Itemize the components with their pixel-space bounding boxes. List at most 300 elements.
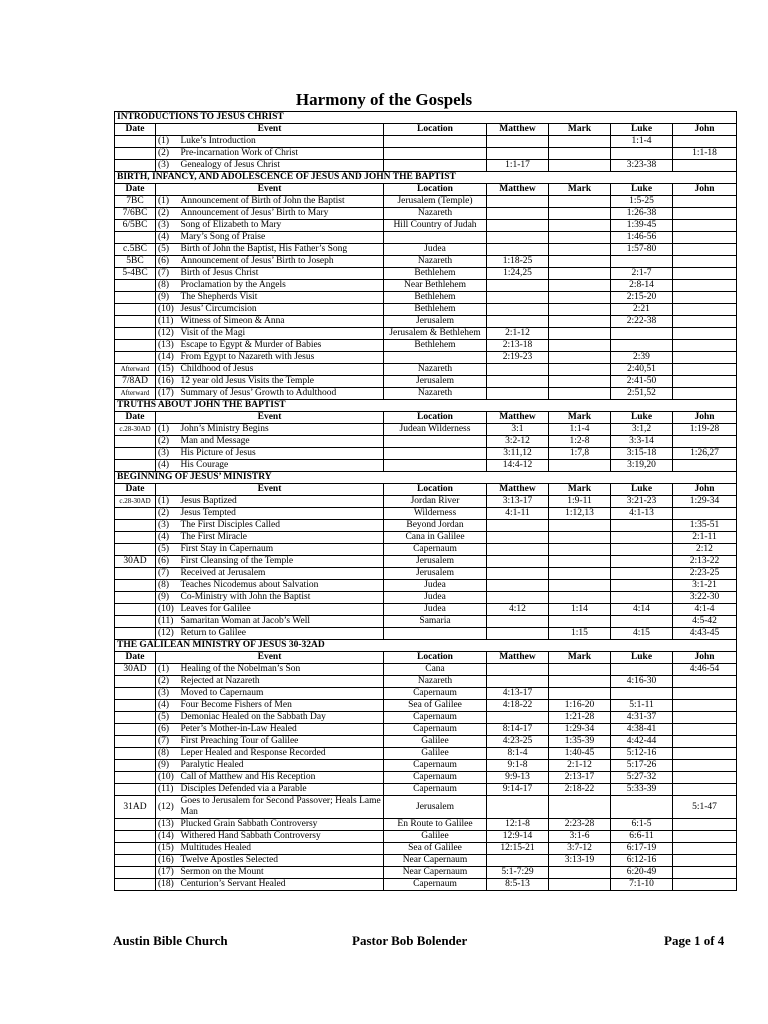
cell-number: (5) <box>156 712 178 724</box>
cell-mark <box>549 232 611 244</box>
cell-matthew: 4:1-11 <box>487 508 549 520</box>
cell-number: (3) <box>156 220 178 232</box>
header-matthew: Matthew <box>487 484 549 496</box>
footer-pastor: Pastor Bob Bolender <box>352 933 468 948</box>
cell-event: Leper Healed and Response Recorded <box>178 748 384 760</box>
cell-john <box>673 831 737 843</box>
cell-location: Jerusalem & Bethlehem <box>384 328 487 340</box>
cell-john <box>673 760 737 772</box>
cell-event: Disciples Defended via a Parable <box>178 784 384 796</box>
cell-date: 7/6BC <box>115 208 156 220</box>
table-row <box>115 843 737 855</box>
column-header-row <box>115 484 737 496</box>
cell-location <box>384 460 487 472</box>
cell-mark: 1:40-45 <box>549 748 611 760</box>
cell-date: 31AD <box>115 796 156 819</box>
footer-church: Austin Bible Church <box>113 933 228 948</box>
section-title: TRUTHS ABOUT JOHN THE BAPTIST <box>115 400 737 412</box>
cell-matthew <box>487 676 549 688</box>
cell-event: Moved to Capernaum <box>178 688 384 700</box>
cell-mark: 1:1-4 <box>549 424 611 436</box>
cell-matthew: 5:1-7:29 <box>487 867 549 879</box>
cell-matthew <box>487 796 549 819</box>
cell-date <box>115 292 156 304</box>
cell-number: (10) <box>156 604 178 616</box>
cell-matthew: 12:15-21 <box>487 843 549 855</box>
cell-location: Capernaum <box>384 712 487 724</box>
cell-date <box>115 604 156 616</box>
cell-number: (10) <box>156 304 178 316</box>
cell-matthew <box>487 280 549 292</box>
cell-luke: 6:12-16 <box>611 855 673 867</box>
cell-location: Judea <box>384 592 487 604</box>
cell-luke: 3:21-23 <box>611 496 673 508</box>
cell-location <box>384 160 487 172</box>
cell-mark <box>549 688 611 700</box>
table-row <box>115 424 737 436</box>
cell-john <box>673 388 737 400</box>
table-row <box>115 556 737 568</box>
cell-mark: 1:9-11 <box>549 496 611 508</box>
cell-luke: 2:40,51 <box>611 364 673 376</box>
cell-location: Capernaum <box>384 760 487 772</box>
cell-mark: 3:7-12 <box>549 843 611 855</box>
cell-luke <box>611 592 673 604</box>
cell-date <box>115 736 156 748</box>
cell-number: (2) <box>156 676 178 688</box>
cell-date <box>115 724 156 736</box>
table-row <box>115 208 737 220</box>
cell-event: Return to Galilee <box>178 628 384 640</box>
cell-date: 7BC <box>115 196 156 208</box>
cell-mark <box>549 879 611 891</box>
table-row <box>115 712 737 724</box>
cell-event: Centurion’s Servant Healed <box>178 879 384 891</box>
header-john: John <box>673 484 737 496</box>
cell-mark <box>549 292 611 304</box>
cell-date <box>115 628 156 640</box>
header-event: Event <box>156 124 384 136</box>
header-location: Location <box>384 124 487 136</box>
cell-number: (7) <box>156 568 178 580</box>
cell-event: Leaves for Galilee <box>178 604 384 616</box>
cell-luke: 4:15 <box>611 628 673 640</box>
cell-john <box>673 280 737 292</box>
table-row <box>115 724 737 736</box>
cell-matthew <box>487 616 549 628</box>
cell-john: 3:22-30 <box>673 592 737 604</box>
cell-event: Withered Hand Sabbath Controversy <box>178 831 384 843</box>
cell-number: (2) <box>156 148 178 160</box>
cell-event: Jesus’ Circumcision <box>178 304 384 316</box>
cell-number: (2) <box>156 436 178 448</box>
table-row <box>115 796 737 819</box>
cell-event: Visit of the Magi <box>178 328 384 340</box>
cell-john: 4:5-42 <box>673 616 737 628</box>
cell-location: Jerusalem <box>384 568 487 580</box>
cell-matthew: 4:13-17 <box>487 688 549 700</box>
cell-number: (1) <box>156 196 178 208</box>
cell-john <box>673 784 737 796</box>
cell-event: His Courage <box>178 460 384 472</box>
table-row <box>115 148 737 160</box>
table-row <box>115 688 737 700</box>
cell-number: (10) <box>156 772 178 784</box>
header-event: Event <box>156 484 384 496</box>
cell-luke <box>611 796 673 819</box>
cell-john: 1:1-18 <box>673 148 737 160</box>
cell-date <box>115 700 156 712</box>
cell-mark <box>549 316 611 328</box>
cell-matthew: 14:4-12 <box>487 460 549 472</box>
cell-luke <box>611 544 673 556</box>
table-row <box>115 496 737 508</box>
table-row <box>115 855 737 867</box>
cell-date: 6/5BC <box>115 220 156 232</box>
cell-matthew: 12:9-14 <box>487 831 549 843</box>
cell-matthew: 3:13-17 <box>487 496 549 508</box>
cell-matthew <box>487 556 549 568</box>
cell-john <box>673 736 737 748</box>
cell-event: His Picture of Jesus <box>178 448 384 460</box>
cell-john <box>673 376 737 388</box>
cell-matthew <box>487 364 549 376</box>
cell-event: Luke’s Introduction <box>178 136 384 148</box>
cell-location <box>384 136 487 148</box>
cell-number: (17) <box>156 867 178 879</box>
cell-matthew <box>487 376 549 388</box>
cell-luke: 4:31-37 <box>611 712 673 724</box>
harmony-table <box>114 111 737 891</box>
cell-location: Galilee <box>384 748 487 760</box>
cell-date <box>115 592 156 604</box>
cell-mark: 2:23-28 <box>549 819 611 831</box>
cell-date: c.5BC <box>115 244 156 256</box>
cell-location: Wilderness <box>384 508 487 520</box>
cell-event: Summary of Jesus’ Growth to Adulthood <box>178 388 384 400</box>
cell-number: (5) <box>156 244 178 256</box>
table-row <box>115 760 737 772</box>
column-header-row <box>115 652 737 664</box>
table-row <box>115 448 737 460</box>
cell-matthew <box>487 628 549 640</box>
cell-number: (4) <box>156 232 178 244</box>
cell-location: Jerusalem (Temple) <box>384 196 487 208</box>
header-mark: Mark <box>549 124 611 136</box>
cell-john: 1:19-28 <box>673 424 737 436</box>
cell-john: 2:23-25 <box>673 568 737 580</box>
cell-mark <box>549 592 611 604</box>
cell-event: Genealogy of Jesus Christ <box>178 160 384 172</box>
cell-luke <box>611 148 673 160</box>
cell-number: (14) <box>156 831 178 843</box>
cell-luke: 3:23-38 <box>611 160 673 172</box>
cell-event: Multitudes Healed <box>178 843 384 855</box>
cell-number: (9) <box>156 760 178 772</box>
column-header-row <box>115 184 737 196</box>
cell-john: 2:1-11 <box>673 532 737 544</box>
cell-date: c.28-30AD <box>115 424 156 436</box>
cell-matthew <box>487 520 549 532</box>
table-row <box>115 292 737 304</box>
cell-john <box>673 292 737 304</box>
table-row <box>115 256 737 268</box>
cell-matthew: 1:1-17 <box>487 160 549 172</box>
header-luke: Luke <box>611 124 673 136</box>
cell-number: (14) <box>156 352 178 364</box>
table-row <box>115 508 737 520</box>
cell-luke: 3:15-18 <box>611 448 673 460</box>
cell-event: Witness of Simeon & Anna <box>178 316 384 328</box>
cell-matthew: 4:23-25 <box>487 736 549 748</box>
cell-mark <box>549 544 611 556</box>
cell-matthew: 8:14-17 <box>487 724 549 736</box>
cell-date <box>115 160 156 172</box>
cell-john: 1:26,27 <box>673 448 737 460</box>
cell-location: Judea <box>384 244 487 256</box>
cell-number: (3) <box>156 688 178 700</box>
cell-number: (2) <box>156 508 178 520</box>
cell-matthew: 8:1-4 <box>487 748 549 760</box>
cell-location: Capernaum <box>384 724 487 736</box>
cell-location: Cana <box>384 664 487 676</box>
cell-matthew <box>487 592 549 604</box>
cell-john <box>673 364 737 376</box>
cell-location: Nazareth <box>384 256 487 268</box>
cell-john <box>673 676 737 688</box>
cell-john: 4:43-45 <box>673 628 737 640</box>
table-row <box>115 160 737 172</box>
cell-number: (9) <box>156 592 178 604</box>
header-matthew: Matthew <box>487 184 549 196</box>
table-row <box>115 352 737 364</box>
cell-john <box>673 316 737 328</box>
cell-luke: 2:21 <box>611 304 673 316</box>
cell-location: Bethlehem <box>384 268 487 280</box>
cell-date <box>115 232 156 244</box>
cell-mark: 1:12,13 <box>549 508 611 520</box>
cell-number: (13) <box>156 819 178 831</box>
cell-number: (16) <box>156 855 178 867</box>
table-row <box>115 580 737 592</box>
cell-mark: 2:13-17 <box>549 772 611 784</box>
cell-event: Sermon on the Mount <box>178 867 384 879</box>
cell-luke: 1:46-56 <box>611 232 673 244</box>
cell-matthew <box>487 664 549 676</box>
cell-luke <box>611 328 673 340</box>
cell-date <box>115 352 156 364</box>
cell-number: (13) <box>156 340 178 352</box>
cell-john <box>673 460 737 472</box>
cell-mark <box>549 352 611 364</box>
cell-matthew <box>487 244 549 256</box>
cell-location: Sea of Galilee <box>384 843 487 855</box>
header-date: Date <box>115 652 156 664</box>
cell-location <box>384 628 487 640</box>
cell-matthew <box>487 220 549 232</box>
table-row <box>115 616 737 628</box>
cell-event: Received at Jerusalem <box>178 568 384 580</box>
section-title-row <box>115 640 737 652</box>
header-event: Event <box>156 652 384 664</box>
cell-location: Nazareth <box>384 364 487 376</box>
cell-date <box>115 688 156 700</box>
cell-date <box>115 784 156 796</box>
cell-event: The First Miracle <box>178 532 384 544</box>
cell-mark <box>549 460 611 472</box>
cell-date <box>115 532 156 544</box>
cell-date <box>115 508 156 520</box>
cell-matthew: 2:1-12 <box>487 328 549 340</box>
cell-luke: 4:1-13 <box>611 508 673 520</box>
header-mark: Mark <box>549 412 611 424</box>
cell-date <box>115 616 156 628</box>
cell-date: c.28-30AD <box>115 496 156 508</box>
cell-number: (18) <box>156 879 178 891</box>
cell-location: Nazareth <box>384 676 487 688</box>
cell-luke: 6:17-19 <box>611 843 673 855</box>
cell-date <box>115 843 156 855</box>
cell-luke: 1:57-80 <box>611 244 673 256</box>
cell-event: Man and Message <box>178 436 384 448</box>
cell-matthew: 3:1 <box>487 424 549 436</box>
cell-date <box>115 520 156 532</box>
cell-event: Teaches Nicodemus about Salvation <box>178 580 384 592</box>
cell-number: (2) <box>156 208 178 220</box>
cell-matthew <box>487 388 549 400</box>
cell-number: (12) <box>156 328 178 340</box>
header-matthew: Matthew <box>487 652 549 664</box>
header-date: Date <box>115 184 156 196</box>
cell-mark: 2:18-22 <box>549 784 611 796</box>
table-row <box>115 772 737 784</box>
header-john: John <box>673 124 737 136</box>
cell-john <box>673 220 737 232</box>
cell-event: Announcement of Jesus’ Birth to Joseph <box>178 256 384 268</box>
column-header-row <box>115 124 737 136</box>
header-date: Date <box>115 124 156 136</box>
cell-number: (16) <box>156 376 178 388</box>
cell-matthew <box>487 292 549 304</box>
cell-matthew <box>487 232 549 244</box>
cell-matthew <box>487 712 549 724</box>
cell-luke: 4:16-30 <box>611 676 673 688</box>
cell-event: Announcement of Birth of John the Baptist <box>178 196 384 208</box>
cell-mark <box>549 520 611 532</box>
cell-number: (8) <box>156 748 178 760</box>
cell-matthew <box>487 568 549 580</box>
cell-location: Capernaum <box>384 784 487 796</box>
cell-number: (7) <box>156 736 178 748</box>
cell-location: Jerusalem <box>384 316 487 328</box>
cell-matthew: 1:18-25 <box>487 256 549 268</box>
cell-event: Goes to Jerusalem for Second Passover; Heals Lame Man <box>178 796 384 819</box>
cell-location: Judea <box>384 604 487 616</box>
header-location: Location <box>384 652 487 664</box>
cell-date <box>115 748 156 760</box>
cell-location: Jerusalem <box>384 376 487 388</box>
cell-luke: 2:1-7 <box>611 268 673 280</box>
cell-john: 5:1-47 <box>673 796 737 819</box>
cell-event: Demoniac Healed on the Sabbath Day <box>178 712 384 724</box>
cell-mark: 1:2-8 <box>549 436 611 448</box>
cell-event: Plucked Grain Sabbath Controversy <box>178 819 384 831</box>
cell-matthew <box>487 148 549 160</box>
cell-luke <box>611 340 673 352</box>
table-row <box>115 879 737 891</box>
cell-mark: 1:16-20 <box>549 700 611 712</box>
cell-mark <box>549 196 611 208</box>
cell-luke: 1:1-4 <box>611 136 673 148</box>
cell-john <box>673 232 737 244</box>
cell-john <box>673 843 737 855</box>
header-mark: Mark <box>549 652 611 664</box>
cell-john <box>673 136 737 148</box>
cell-date <box>115 676 156 688</box>
cell-john: 4:46-54 <box>673 664 737 676</box>
cell-event: Samaritan Woman at Jacob’s Well <box>178 616 384 628</box>
cell-luke: 4:38-41 <box>611 724 673 736</box>
cell-number: (15) <box>156 843 178 855</box>
cell-luke: 3:19,20 <box>611 460 673 472</box>
cell-john <box>673 688 737 700</box>
cell-event: First Stay in Capernaum <box>178 544 384 556</box>
cell-date <box>115 340 156 352</box>
header-john: John <box>673 652 737 664</box>
table-row <box>115 316 737 328</box>
page-title: Harmony of the Gospels <box>295 90 473 109</box>
cell-luke: 1:39-45 <box>611 220 673 232</box>
section-title: THE GALILEAN MINISTRY OF JESUS 30-32AD <box>115 640 737 652</box>
cell-number: (11) <box>156 784 178 796</box>
cell-mark <box>549 304 611 316</box>
cell-location <box>384 352 487 364</box>
cell-john: 1:35-51 <box>673 520 737 532</box>
table-row <box>115 304 737 316</box>
header-luke: Luke <box>611 184 673 196</box>
cell-john <box>673 712 737 724</box>
cell-number: (11) <box>156 616 178 628</box>
table-row <box>115 340 737 352</box>
cell-mark <box>549 208 611 220</box>
cell-number: (11) <box>156 316 178 328</box>
cell-john <box>673 196 737 208</box>
table-row <box>115 196 737 208</box>
cell-location <box>384 448 487 460</box>
cell-event: Paralytic Healed <box>178 760 384 772</box>
table-row <box>115 700 737 712</box>
table-row <box>115 364 737 376</box>
table-row <box>115 436 737 448</box>
cell-luke <box>611 556 673 568</box>
cell-luke: 3:3-14 <box>611 436 673 448</box>
cell-john <box>673 819 737 831</box>
cell-event: From Egypt to Nazareth with Jesus <box>178 352 384 364</box>
cell-luke <box>611 664 673 676</box>
header-john: John <box>673 184 737 196</box>
cell-matthew: 9:1-8 <box>487 760 549 772</box>
cell-date <box>115 760 156 772</box>
cell-location: Jerusalem <box>384 556 487 568</box>
cell-john <box>673 268 737 280</box>
cell-date <box>115 436 156 448</box>
table-row <box>115 676 737 688</box>
cell-date <box>115 772 156 784</box>
cell-event: The First Disciples Called <box>178 520 384 532</box>
cell-location: Samaria <box>384 616 487 628</box>
cell-mark: 1:7,8 <box>549 448 611 460</box>
cell-luke: 6:1-5 <box>611 819 673 831</box>
